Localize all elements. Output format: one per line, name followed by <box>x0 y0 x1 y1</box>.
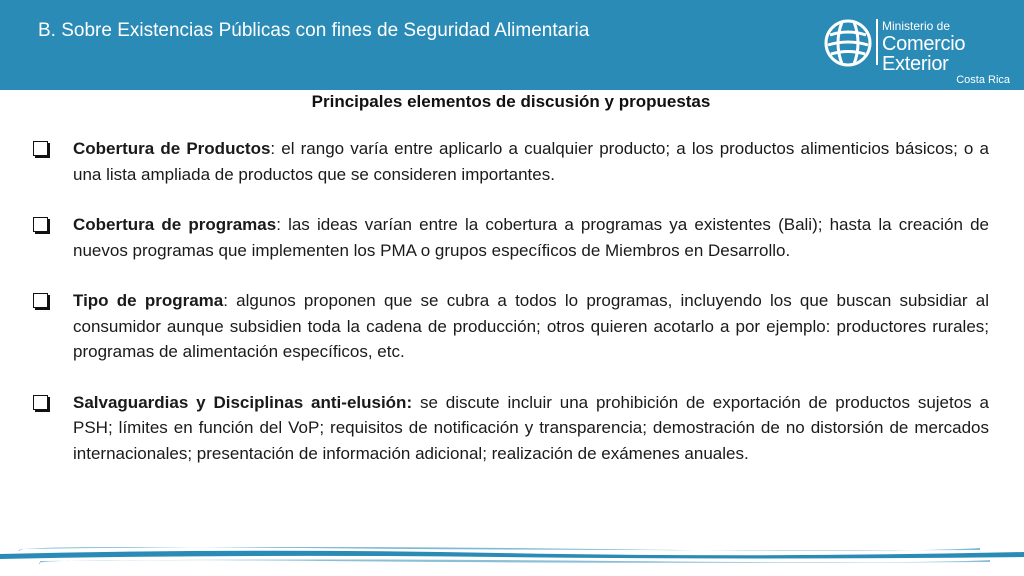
logo-line-ministry: Ministerio de <box>882 19 951 33</box>
checkbox-bullet-icon <box>33 217 48 232</box>
bottom-decorative-stripe <box>0 544 1024 566</box>
header-bar <box>0 0 1024 90</box>
logo-line-country: Costa Rica <box>956 74 1010 86</box>
item-heading: Tipo de programa <box>73 291 224 310</box>
checkbox-bullet-icon <box>33 293 48 308</box>
ministry-logo <box>824 17 1014 86</box>
section-subtitle: Principales elementos de discusión y propuestas <box>311 92 711 111</box>
globe-icon <box>824 19 872 67</box>
item-text: : el rango varía entre aplicarlo a cualquier producto; a los productos alimenticios básicos; o a una lista ampliada de productos que se consideren importantes. <box>73 139 989 184</box>
item-text: se discute incluir una prohibición de exportación de productos sujetos a PSH; límites en función del VoP; requisitos de notificación y transparencia; demostración de no distorsión de mercados internacionales; presentación de información adicional; realización de exámenes anuales. <box>73 392 989 463</box>
list-item <box>33 288 989 365</box>
item-text: : algunos proponen que se cubra a todos lo programas, incluyendo los que buscan subsidiar al consumidor aunque subsidien toda la cadena de producción; otros quieren acotarlo a por ejemplo: productores rurales; programas de alimentación específicos, etc. <box>73 291 989 361</box>
list-item <box>33 136 989 187</box>
checkbox-bullet-icon <box>33 395 48 410</box>
slide-title: B. Sobre Existencias Públicas con fines de Seguridad Alimentaria <box>38 20 590 41</box>
logo-line-name: Comercio Exterior <box>882 33 966 75</box>
logo-text <box>882 17 1014 86</box>
item-heading: Salvaguardias y Disciplinas anti-elusión: <box>73 392 413 412</box>
list-item <box>33 390 989 467</box>
logo-divider <box>876 19 878 65</box>
item-heading: Cobertura de programas <box>73 215 277 234</box>
slide-content <box>33 92 989 491</box>
item-text: : las ideas varían entre la cobertura a programas ya existentes (Bali); hasta la creación de nuevos programas que implementen los PMA o grupos específicos de Miembros en Desarrollo. <box>73 215 989 260</box>
list-item <box>33 212 989 263</box>
checkbox-bullet-icon <box>33 141 48 156</box>
item-heading: Cobertura de Productos <box>73 139 271 158</box>
